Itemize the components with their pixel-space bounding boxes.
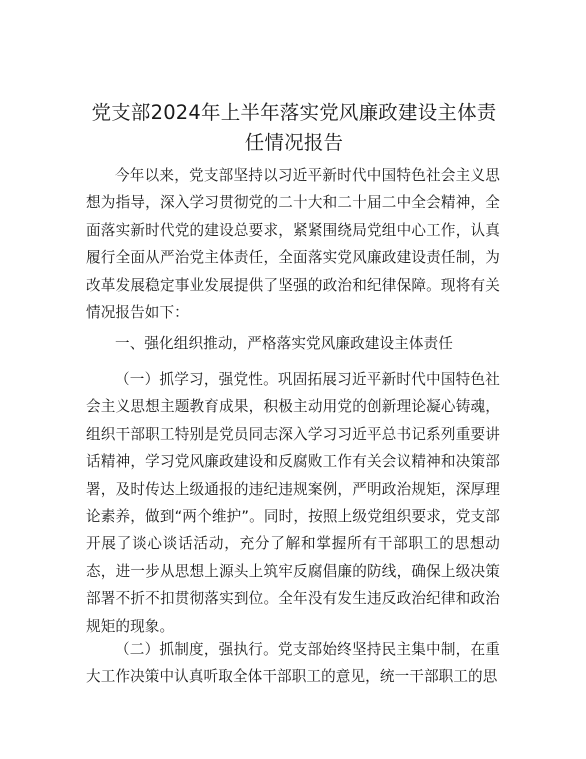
intro-paragraph: 今年以来，党支部坚持以习近平新时代中国特色社会主义思想为指导，深入学习贯彻党的二十大和二十届二中全会精神，全面落实新时代党的建设总要求，紧紧围绕局党组中心工作，认真履行全面从严治党主体责任，全面落实党风廉政建设责任制，为改革发展稳定事业发展提供了坚强的政治和纪律保障。现将有关情况报告如下： — [86, 167, 500, 322]
subsection-system-paragraph: （二）抓制度，强执行。党支部始终坚持民主集中制，在重大工作决策中认真听取全体干部职工的意见，统一干部职工的思 — [86, 641, 500, 686]
document-title: 党支部2024年上半年落实党风廉政建设主体责任情况报告 — [91, 101, 497, 154]
subsection-study-paragraph: （一）抓学习，强党性。巩固拓展习近平新时代中国特色社会主义思想主题教育成果，积极主动用党的创新理论凝心铸魂，组织干部职工特别是党员同志深入学习习近平总书记系列重要讲话精神，学习党风廉政建设和反腐败工作有关会议精神和决策部署，及时传达上级通报的违纪违规案例，严明政治规矩，深厚理论素养，做到“两个维护”。同时，按照上级党组织要求，党支部开展了谈心谈话活动，充分了解和掌握所有干部职工的思想动态，进一步从思想上源头上筑牢反腐倡廉的防线，确保上级决策部署不折不扣贯彻落实到位。全年没有发生违反政治纪律和政治规矩的现象。 — [86, 371, 500, 635]
section-heading-1: 一、强化组织推动，严格落实党风廉政建设主体责任 — [115, 335, 453, 352]
